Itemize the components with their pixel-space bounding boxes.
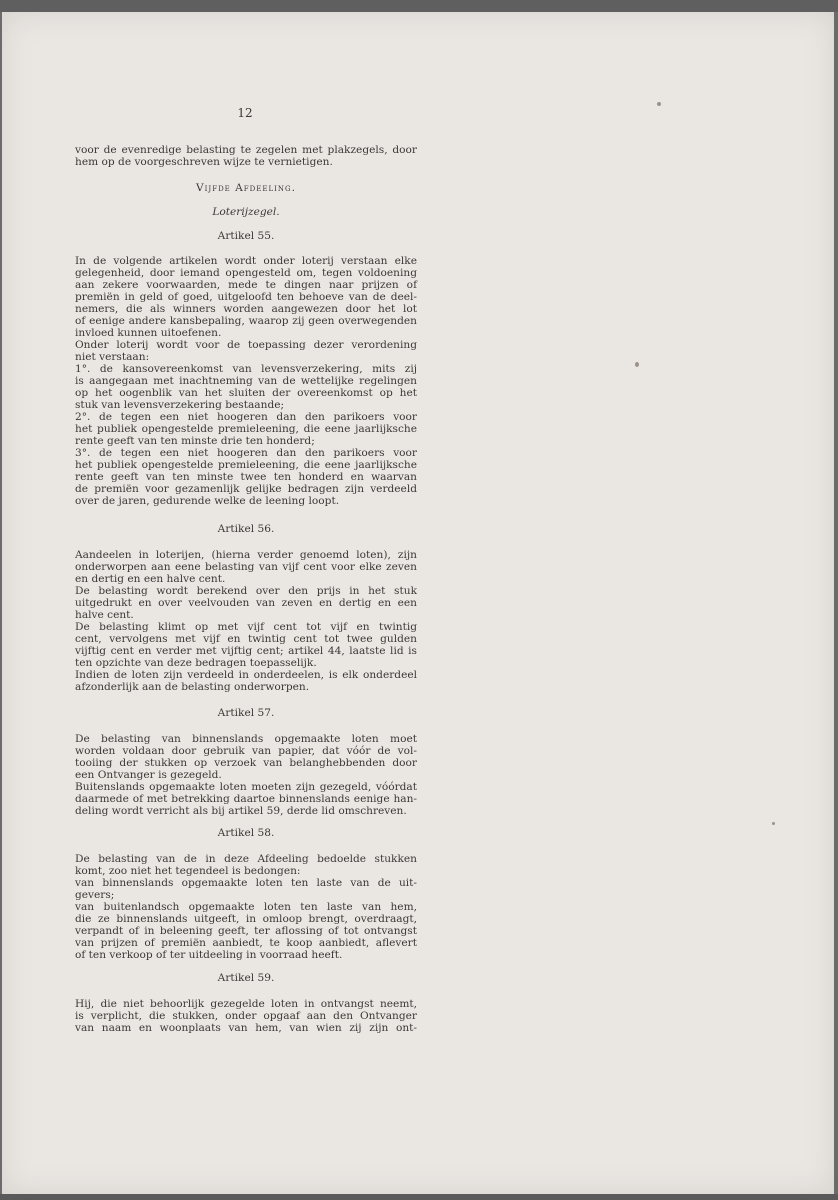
text-line: en dertig en een halve cent.: [75, 573, 226, 585]
text-line: rente geeft van ten minste drie ten honderd;: [75, 435, 315, 447]
article-55-body: [75, 255, 417, 507]
text-line: nemers, die als winners worden aangewezen door het lot: [75, 303, 417, 315]
text-line: tooiing der stukken op verzoek van belanghebbenden door: [75, 757, 417, 769]
text-line: van buitenlandsch opgemaakte loten ten laste van hem,: [75, 901, 417, 913]
paper-speck: [657, 102, 661, 106]
text-line: cent, vervolgens met vijf en twintig cent tot twee gulden: [75, 633, 417, 645]
text-line: die ze binnenslands uitgeeft, in omloop brengt, overdraagt,: [75, 913, 417, 925]
text-line: Buitenslands opgemaakte loten moeten zijn gezegeld, vóórdat: [75, 781, 417, 793]
text-line: niet verstaan:: [75, 351, 150, 363]
text-line: premiën in geld of goed, uitgeloofd ten behoeve van de deel-: [75, 291, 417, 303]
text-line: rente geeft van ten minste twee ten honderd en waarvan: [75, 471, 417, 483]
text-line: worden voldaan door gebruik van papier, dat vóór de vol-: [75, 745, 417, 757]
text-line: of eenige andere kansbepaling, waarop zij geen overwegenden: [75, 315, 417, 327]
text-line: deling wordt verricht als bij artikel 59, derde lid omschreven.: [75, 805, 407, 817]
text-line: Onder loterij wordt voor de toepassing dezer verordening: [75, 339, 417, 351]
text-line: voor de evenredige belasting te zegelen met plakzegels, door: [75, 144, 417, 156]
text-line: gelegenheid, door iemand opengesteld om, tegen voldoening: [75, 267, 417, 279]
paper-speck: [635, 362, 639, 367]
article-59-body: [75, 998, 417, 1034]
article-56-heading: Artikel 56.: [217, 523, 275, 535]
section-subtitle: Loterijzegel.: [212, 206, 280, 218]
text-line: De belasting van de in deze Afdeeling bedoelde stukken: [75, 853, 417, 865]
text-line: De belasting wordt berekend over den prijs in het stuk: [75, 585, 417, 597]
text-line: afzonderlijk aan de belasting onderworpen.: [75, 681, 310, 693]
text-line: van naam en woonplaats van hem, van wien zij zijn ont-: [75, 1022, 417, 1034]
text-line: op het oogenblik van het sluiten der overeenkomst op het: [75, 387, 417, 399]
article-59-heading: Artikel 59.: [217, 972, 275, 984]
text-line: invloed kunnen uitoefenen.: [75, 327, 222, 339]
text-line: De belasting van binnenslands opgemaakte loten moet: [75, 733, 417, 745]
text-line: aan zekere voorwaarden, mede te dingen naar prijzen of: [75, 279, 417, 291]
scan-bottom-edge: [0, 1194, 838, 1200]
text-line: de premiën voor gezamenlijk gelijke bedragen zijn verdeeld: [75, 483, 417, 495]
page-number: 12: [237, 106, 253, 120]
article-58-body: [75, 853, 417, 961]
text-line: vijftig cent en verder met vijftig cent; artikel 44, laatste lid is: [75, 645, 417, 657]
text-line: of ten verkoop of ter uitdeeling in voorraad heeft.: [75, 949, 343, 961]
article-57-heading: Artikel 57.: [217, 707, 275, 719]
text-line: stuk van levensverzekering bestaande;: [75, 399, 285, 411]
text-line: is verplicht, die stukken, onder opgaaf aan den Ontvanger: [75, 1010, 417, 1022]
section-title: Vijfde Afdeeling.: [195, 182, 296, 194]
text-line: het publiek opengestelde premieleening, die eene jaarlijksche: [75, 423, 417, 435]
text-line: van binnenslands opgemaakte loten ten laste van de uit-: [75, 877, 417, 889]
document-page: [2, 12, 834, 1194]
text-line: hem op de voorgeschreven wijze te vernietigen.: [75, 156, 333, 168]
text-line: gevers;: [75, 889, 115, 901]
intro-paragraph: [75, 144, 417, 168]
text-line: verpandt of in beleening geeft, ter aflossing of tot ontvangst: [75, 925, 417, 937]
text-line: De belasting klimt op met vijf cent tot vijf en twintig: [75, 621, 417, 633]
text-line: daarmede of met betrekking daartoe binnenslands eenige han-: [75, 793, 417, 805]
text-line: Hij, die niet behoorlijk gezegelde loten in ontvangst neemt,: [75, 998, 417, 1010]
article-57-body: [75, 733, 417, 817]
text-line: Aandeelen in loterijen, (hierna verder genoemd loten), zijn: [75, 549, 417, 561]
text-line: over de jaren, gedurende welke de leening loopt.: [75, 495, 340, 507]
text-line: Indien de loten zijn verdeeld in onderdeelen, is elk onderdeel: [75, 669, 417, 681]
text-line: is aangegaan met inachtneming van de wettelijke regelingen: [75, 375, 417, 387]
text-line: halve cent.: [75, 609, 134, 621]
article-58-heading: Artikel 58.: [217, 827, 275, 839]
scan-top-edge: [0, 0, 838, 12]
text-line: het publiek opengestelde premieleening, die eene jaarlijksche: [75, 459, 417, 471]
text-line: 3°. de tegen een niet hoogeren dan den parikoers voor: [75, 447, 417, 459]
text-line: 1°. de kansovereenkomst van levensverzekering, mits zij: [75, 363, 417, 375]
text-line: komt, zoo niet het tegendeel is bedongen:: [75, 865, 301, 877]
text-line: In de volgende artikelen wordt onder loterij verstaan elke: [75, 255, 417, 267]
paper-speck: [772, 822, 775, 825]
text-line: 2°. de tegen een niet hoogeren dan den parikoers voor: [75, 411, 417, 423]
text-line: onderworpen aan eene belasting van vijf cent voor elke zeven: [75, 561, 417, 573]
text-line: een Ontvanger is gezegeld.: [75, 769, 222, 781]
text-line: uitgedrukt en over veelvouden van zeven en dertig en een: [75, 597, 417, 609]
article-55-heading: Artikel 55.: [217, 230, 275, 242]
text-line: ten opzichte van deze bedragen toepasselijk.: [75, 657, 317, 669]
text-line: van prijzen of premiën aanbiedt, te koop aanbiedt, aflevert: [75, 937, 417, 949]
article-56-body: [75, 549, 417, 693]
